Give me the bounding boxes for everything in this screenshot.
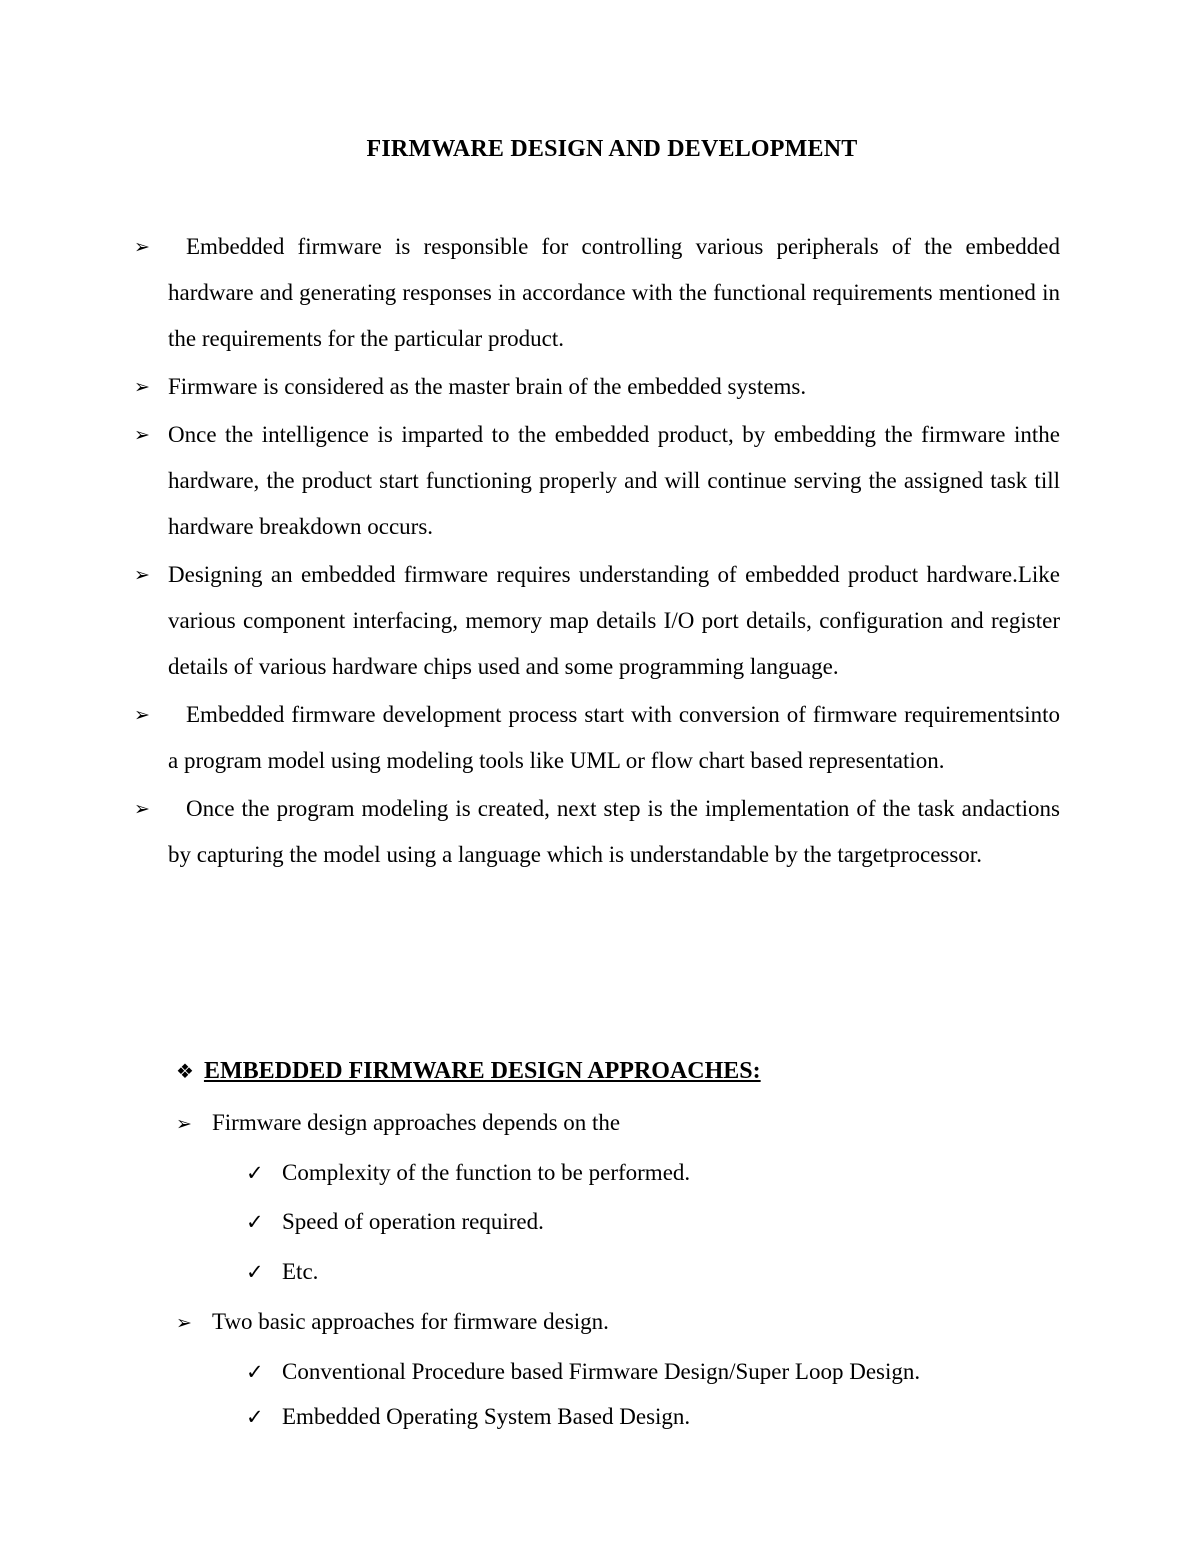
bullet-item	[134, 224, 1060, 362]
arrow-bullet-icon: ➢	[134, 704, 150, 726]
approach-point	[176, 1110, 620, 1136]
approach-point	[176, 1309, 609, 1335]
bullet-text: Once the program modeling is created, next step is the implementation of the task andactions by capturing the model using a language which is understandable by the targetprocessor.	[168, 796, 1060, 867]
check-item-text: Etc.	[282, 1259, 319, 1284]
approach-point-text: Firmware design approaches depends on the	[212, 1110, 621, 1135]
arrow-bullet-icon: ➢	[134, 798, 150, 820]
check-item	[246, 1359, 920, 1385]
bullet-item	[134, 786, 1060, 878]
bullet-text: Firmware is considered as the master brain of the embedded systems.	[168, 374, 807, 399]
arrow-bullet-icon: ➢	[134, 564, 150, 586]
bullet-text: Embedded firmware is responsible for controlling various peripherals of the embedded hardware and generating responses in accordance with the functional requirements mentioned in the requirements for the particular product.	[168, 234, 1060, 351]
bullet-item	[134, 364, 1060, 410]
check-item-text: Speed of operation required.	[282, 1209, 544, 1234]
section-heading-text: EMBEDDED FIRMWARE DESIGN APPROACHES:	[203, 1058, 761, 1084]
check-item-text: Complexity of the function to be performed.	[282, 1160, 691, 1185]
page-title: FIRMWARE DESIGN AND DEVELOPMENT	[366, 136, 858, 162]
bullet-item	[134, 552, 1060, 690]
bullet-item	[134, 692, 1060, 784]
arrow-bullet-icon: ➢	[134, 236, 150, 258]
arrow-bullet-icon: ➢	[134, 376, 150, 398]
check-item	[246, 1259, 318, 1285]
bullet-item	[134, 412, 1060, 550]
check-icon: ✓	[246, 1405, 264, 1429]
check-item	[246, 1209, 544, 1235]
check-item-text: Embedded Operating System Based Design.	[282, 1404, 691, 1429]
check-item-text: Conventional Procedure based Firmware Design/Super Loop Design.	[282, 1359, 921, 1384]
arrow-bullet-icon: ➢	[176, 1312, 192, 1334]
arrow-bullet-icon: ➢	[176, 1113, 192, 1135]
check-icon: ✓	[246, 1260, 264, 1284]
diamond-bullet-icon: ❖	[176, 1059, 194, 1083]
bullet-text: Embedded firmware development process start with conversion of firmware requirementsinto a program model using modeling tools like UML or flow chart based representation.	[168, 702, 1060, 773]
check-item	[246, 1404, 690, 1430]
bullet-text: Once the intelligence is imparted to the embedded product, by embedding the firmware inthe hardware, the product start functioning properly and will continue serving the assigned task till hardware breakdown occurs.	[168, 422, 1060, 539]
bullet-text: Designing an embedded firmware requires understanding of embedded product hardware.Like various component interfacing, memory map details I/O port details, configuration and register details of various hardware chips used and some programming language.	[168, 562, 1060, 679]
check-icon: ✓	[246, 1360, 264, 1384]
check-item	[246, 1160, 690, 1186]
section-heading	[176, 1058, 761, 1085]
approach-point-text: Two basic approaches for firmware design.	[212, 1309, 609, 1334]
check-icon: ✓	[246, 1161, 264, 1185]
check-icon: ✓	[246, 1210, 264, 1234]
arrow-bullet-icon: ➢	[134, 424, 150, 446]
intro-bullet-list	[134, 224, 1060, 880]
